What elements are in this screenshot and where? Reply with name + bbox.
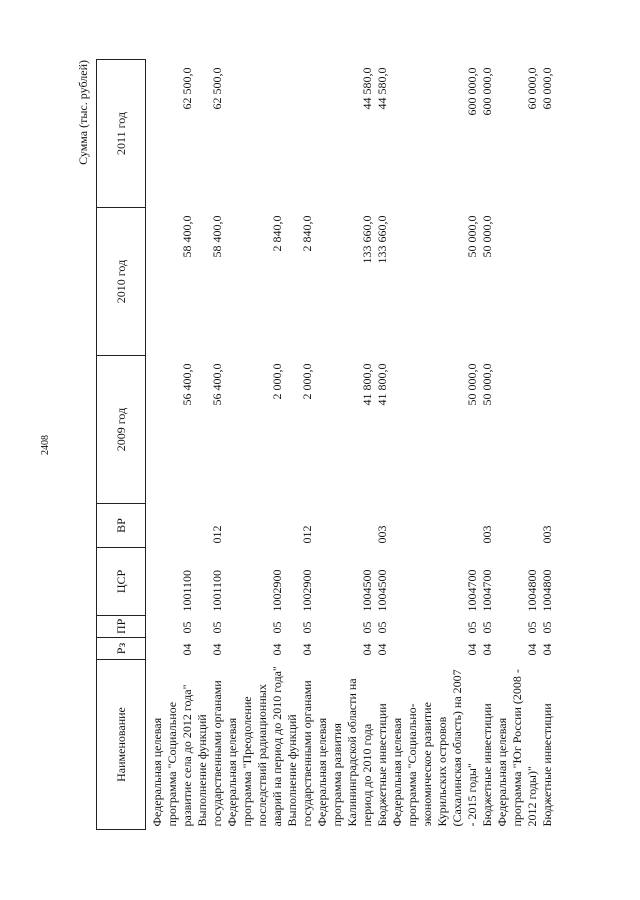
row-csr: 1002900	[300, 569, 314, 612]
row-vr: 012	[210, 525, 224, 544]
row-2010: 133 660,0	[375, 215, 389, 264]
row-2009	[540, 356, 555, 504]
row-name: Выполнение функций государственными органами	[285, 680, 314, 827]
row-pr: 05	[465, 621, 479, 634]
row-name: Бюджетные инвестиции	[480, 703, 494, 827]
table-row	[315, 60, 375, 830]
units-caption: Сумма (тыс. рублей)	[76, 60, 90, 165]
row-2009: 50 000,0	[480, 363, 494, 406]
row-vr: 012	[300, 525, 314, 544]
row-2011: 60 000,0	[540, 67, 554, 110]
row-csr: 1004700	[465, 569, 479, 612]
table-row	[480, 60, 495, 830]
row-2010	[495, 208, 540, 356]
row-name: Федеральная целевая программа "Преодоление последствий радиационных аварий на период до 2010 года"	[225, 666, 284, 827]
row-2010	[540, 208, 555, 356]
row-rz: 04	[480, 643, 494, 656]
row-2011: 600 000,0	[465, 67, 479, 116]
row-2009: 2 000,0	[300, 363, 314, 400]
row-pr: 05	[525, 621, 539, 634]
row-vr	[390, 504, 480, 548]
row-rz: 04	[525, 643, 539, 656]
header-vr: ВР	[97, 504, 146, 548]
row-pr: 05	[210, 621, 224, 634]
row-name: Федеральная целевая программа "Социальное развитие села до 2012 года"	[150, 684, 194, 827]
row-pr: 05	[540, 621, 554, 634]
header-2010: 2010 год	[97, 208, 146, 356]
row-csr: 1004500	[360, 569, 374, 612]
row-rz: 04	[465, 643, 479, 656]
header-csr: ЦСР	[97, 548, 146, 616]
rotated-page	[40, 60, 596, 830]
row-2010: 50 000,0	[465, 215, 479, 258]
row-rz: 04	[375, 643, 389, 656]
row-vr	[146, 504, 196, 548]
row-2009: 56 400,0	[210, 363, 224, 406]
row-2009: 41 800,0	[360, 363, 374, 406]
row-pr: 05	[375, 621, 389, 634]
row-2010: 2 840,0	[300, 215, 314, 252]
row-2010: 58 400,0	[180, 215, 194, 258]
row-2010: 50 000,0	[480, 215, 494, 258]
row-name: Федеральная целевая программа "Юг России (2008 - 2012 годы)"	[495, 669, 539, 827]
row-2011: 62 500,0	[180, 67, 194, 110]
row-2011: 600 000,0	[480, 67, 494, 116]
table-row	[146, 60, 196, 830]
table-row	[225, 60, 285, 830]
row-2011: 60 000,0	[525, 67, 539, 110]
row-vr	[225, 504, 285, 548]
row-2010: 58 400,0	[210, 215, 224, 258]
table-row	[375, 60, 390, 830]
table-row	[195, 60, 225, 830]
row-2011	[225, 60, 285, 208]
row-vr	[315, 504, 375, 548]
header-rz: Рз	[97, 638, 146, 660]
row-name: Федеральная целевая программа развития Калининградской области на период до 2010 года	[315, 678, 374, 827]
row-rz: 04	[180, 643, 194, 656]
row-name: Бюджетные инвестиции	[540, 703, 554, 827]
row-2009: 50 000,0	[465, 363, 479, 406]
table-row	[285, 60, 315, 830]
row-vr	[495, 504, 540, 548]
row-vr: 003	[375, 525, 389, 544]
row-2009	[495, 356, 540, 504]
row-2011: 44 580,0	[360, 67, 374, 110]
row-2011: 44 580,0	[375, 67, 389, 110]
row-pr: 05	[480, 621, 494, 634]
row-pr: 05	[270, 621, 284, 634]
table-row	[495, 60, 540, 830]
row-vr: 003	[480, 525, 494, 544]
row-vr: 003	[540, 525, 554, 544]
row-rz: 04	[300, 643, 314, 656]
row-2011	[285, 60, 315, 208]
header-pr: ПР	[97, 616, 146, 638]
row-rz: 04	[540, 643, 554, 656]
row-rz: 04	[210, 643, 224, 656]
row-2010: 2 840,0	[270, 215, 284, 252]
row-csr: 1004500	[375, 569, 389, 612]
row-2010: 133 660,0	[360, 215, 374, 264]
page-number: 2408	[40, 435, 51, 455]
row-name: Бюджетные инвестиции	[375, 703, 389, 827]
row-2009: 2 000,0	[270, 363, 284, 400]
row-rz: 04	[360, 643, 374, 656]
header-2009: 2009 год	[97, 356, 146, 504]
row-pr: 05	[300, 621, 314, 634]
row-rz: 04	[270, 643, 284, 656]
row-2009: 41 800,0	[375, 363, 389, 406]
table-row	[540, 60, 555, 830]
table-row	[390, 60, 480, 830]
row-2011: 62 500,0	[210, 67, 224, 110]
header-row	[97, 60, 146, 830]
row-pr: 05	[180, 621, 194, 634]
budget-table	[96, 59, 555, 830]
row-name: Федеральная целевая программа "Социально-экономическое развитие Курильских островов (Сахалинская область) на 2007 - 2015 годы"	[390, 669, 479, 827]
row-pr: 05	[360, 621, 374, 634]
row-2009: 56 400,0	[180, 363, 194, 406]
row-name: Выполнение функций государственными органами	[195, 680, 224, 827]
row-csr: 1001100	[180, 569, 194, 612]
header-name: Наименование	[97, 660, 146, 830]
row-csr: 1001100	[210, 569, 224, 612]
row-csr: 1002900	[270, 569, 284, 612]
row-csr: 1004800	[540, 569, 554, 612]
row-csr: 1004700	[480, 569, 494, 612]
header-2011: 2011 год	[97, 60, 146, 208]
row-csr: 1004800	[525, 569, 539, 612]
